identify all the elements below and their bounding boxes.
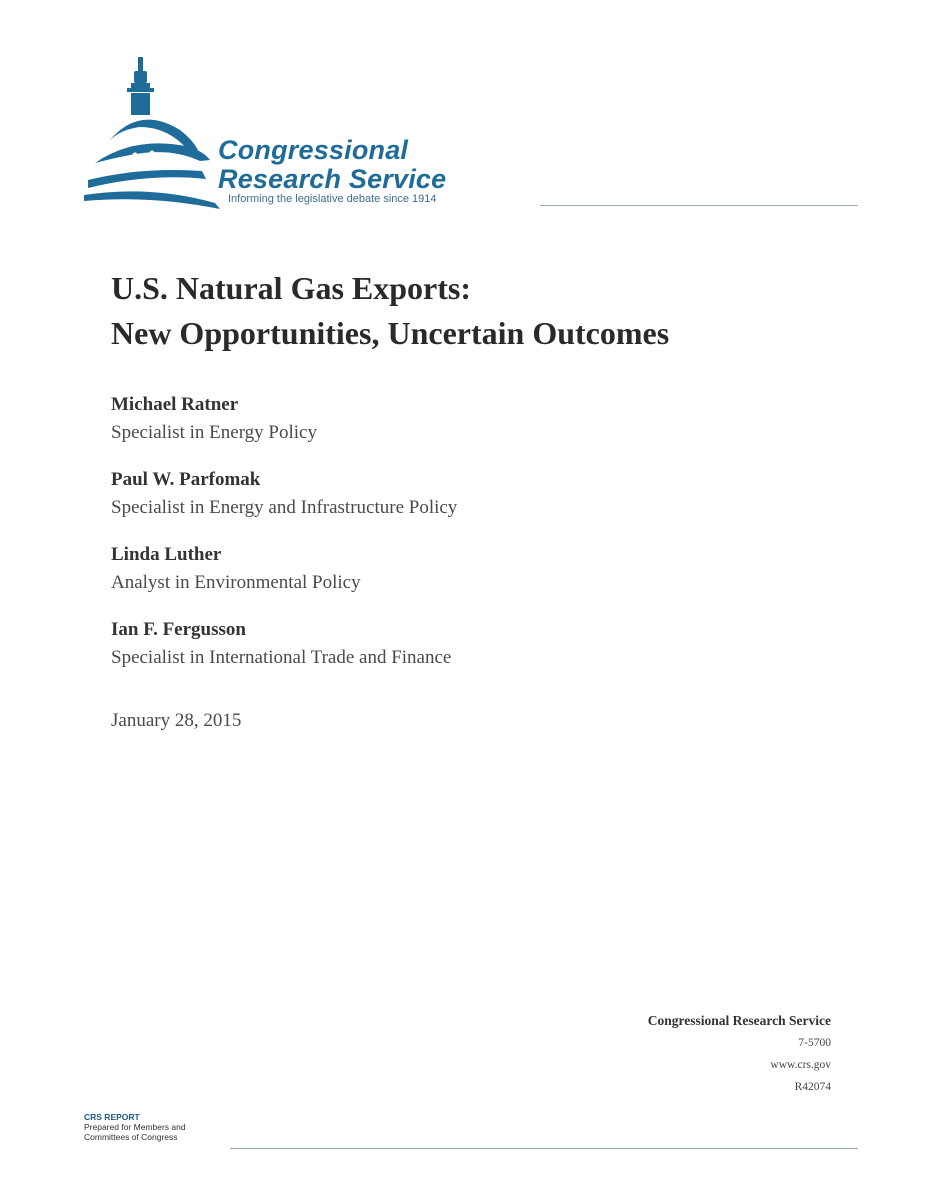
- author-entry: [111, 392, 457, 448]
- footer-divider: [230, 1148, 858, 1149]
- report-website: www.crs.gov: [770, 1059, 831, 1071]
- org-wordmark: [218, 136, 446, 194]
- author-role: Specialist in Energy and Infrastructure Policy: [111, 497, 458, 518]
- org-name-line-1: Congressional: [218, 135, 409, 165]
- report-number: 7-5700: [798, 1037, 831, 1049]
- tagline: Informing the legislative debate since 1914: [228, 193, 437, 205]
- author-role: Specialist in International Trade and Finance: [111, 647, 452, 668]
- author-entry: [111, 542, 457, 598]
- capitol-dome-logo: [80, 55, 240, 215]
- crs-report-line-1: Prepared for Members and: [84, 1122, 186, 1132]
- author-name: Michael Ratner: [111, 394, 239, 415]
- author-name: Ian F. Fergusson: [111, 619, 246, 640]
- report-date: January 28, 2015: [111, 710, 242, 731]
- crs-report-heading: CRS REPORT: [84, 1112, 140, 1122]
- author-entry: [111, 617, 457, 673]
- report-title-line-1: U.S. Natural Gas Exports:: [111, 270, 472, 306]
- report-title-line-2: New Opportunities, Uncertain Outcomes: [111, 315, 670, 351]
- author-role: Specialist in Energy Policy: [111, 422, 317, 443]
- report-info-block: [648, 1010, 831, 1098]
- header-divider: [540, 205, 858, 206]
- author-name: Linda Luther: [111, 544, 222, 565]
- report-info-org: Congressional Research Service: [647, 1013, 831, 1028]
- crs-report-label: [84, 1112, 186, 1142]
- author-name: Paul W. Parfomak: [111, 469, 261, 490]
- report-id: R42074: [794, 1081, 831, 1093]
- report-title: [111, 266, 669, 356]
- crs-report-line-2: Committees of Congress: [84, 1132, 178, 1142]
- author-entry: [111, 467, 457, 523]
- author-role: Analyst in Environmental Policy: [111, 572, 361, 593]
- org-name-line-2: Research Service: [218, 164, 447, 194]
- author-list: [111, 392, 457, 692]
